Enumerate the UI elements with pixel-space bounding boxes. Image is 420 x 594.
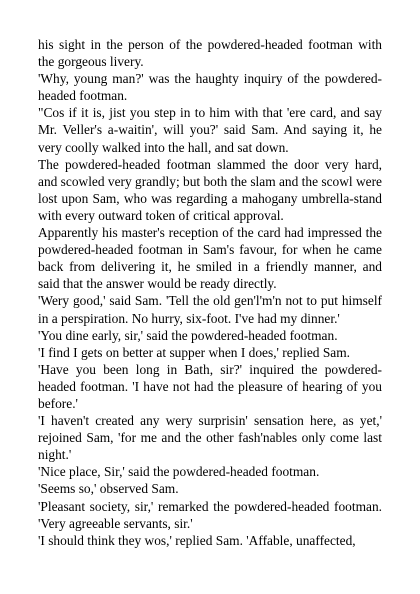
paragraph-9: 'Have you been long in Bath, sir?' inquired the powdered-headed footman. 'I have not had the pleasure of hearing of you before.' xyxy=(38,361,382,411)
paragraph-1: his sight in the person of the powdered-headed footman with the gorgeous livery. xyxy=(38,37,382,70)
paragraph-13: 'Pleasant society, sir,' remarked the powdered-headed footman. 'Very agreeable servants, sir.' xyxy=(38,498,382,531)
paragraph-8: 'I find I gets on better at supper when I does,' replied Sam. xyxy=(38,344,350,360)
paragraph-12: 'Seems so,' observed Sam. xyxy=(38,481,179,497)
paragraph-10: 'I haven't created any wery surprisin' sensation here, as yet,' rejoined Sam, 'for me and the other fash'nables only come last night.' xyxy=(38,413,382,463)
paragraph-14: 'I should think they wos,' replied Sam. 'Affable, unaffected, xyxy=(38,532,356,548)
document-page xyxy=(38,36,382,549)
paragraph-6: 'Wery good,' said Sam. 'Tell the old gen'l'm'n not to put himself in a perspiration. No hurry, six-foot. I've had my dinner.' xyxy=(38,293,382,326)
paragraph-2: 'Why, young man?' was the haughty inquiry of the powdered-headed footman. xyxy=(38,71,382,104)
paragraph-4: The powdered-headed footman slammed the door very hard, and scowled very grandly; but both the slam and the scowl were lost upon Sam, who was regarding a mahogany umbrella-stand with every outward token of critical approval. xyxy=(38,156,382,223)
paragraph-5: Apparently his master's reception of the card had impressed the powdered-headed footman in Sam's favour, for when he came back from delivering it, he smiled in a friendly manner, and said that the answer would be ready directly. xyxy=(38,225,382,292)
paragraph-11: 'Nice place, Sir,' said the powdered-headed footman. xyxy=(38,464,320,480)
paragraph-7: 'You dine early, sir,' said the powdered-headed footman. xyxy=(38,327,338,343)
paragraph-3: "Cos if it is, jist you step in to him with that 'ere card, and say Mr. Veller's a-waitin', will you?' said Sam. And saying it, he very coolly walked into the hall, and sat down. xyxy=(38,105,382,155)
